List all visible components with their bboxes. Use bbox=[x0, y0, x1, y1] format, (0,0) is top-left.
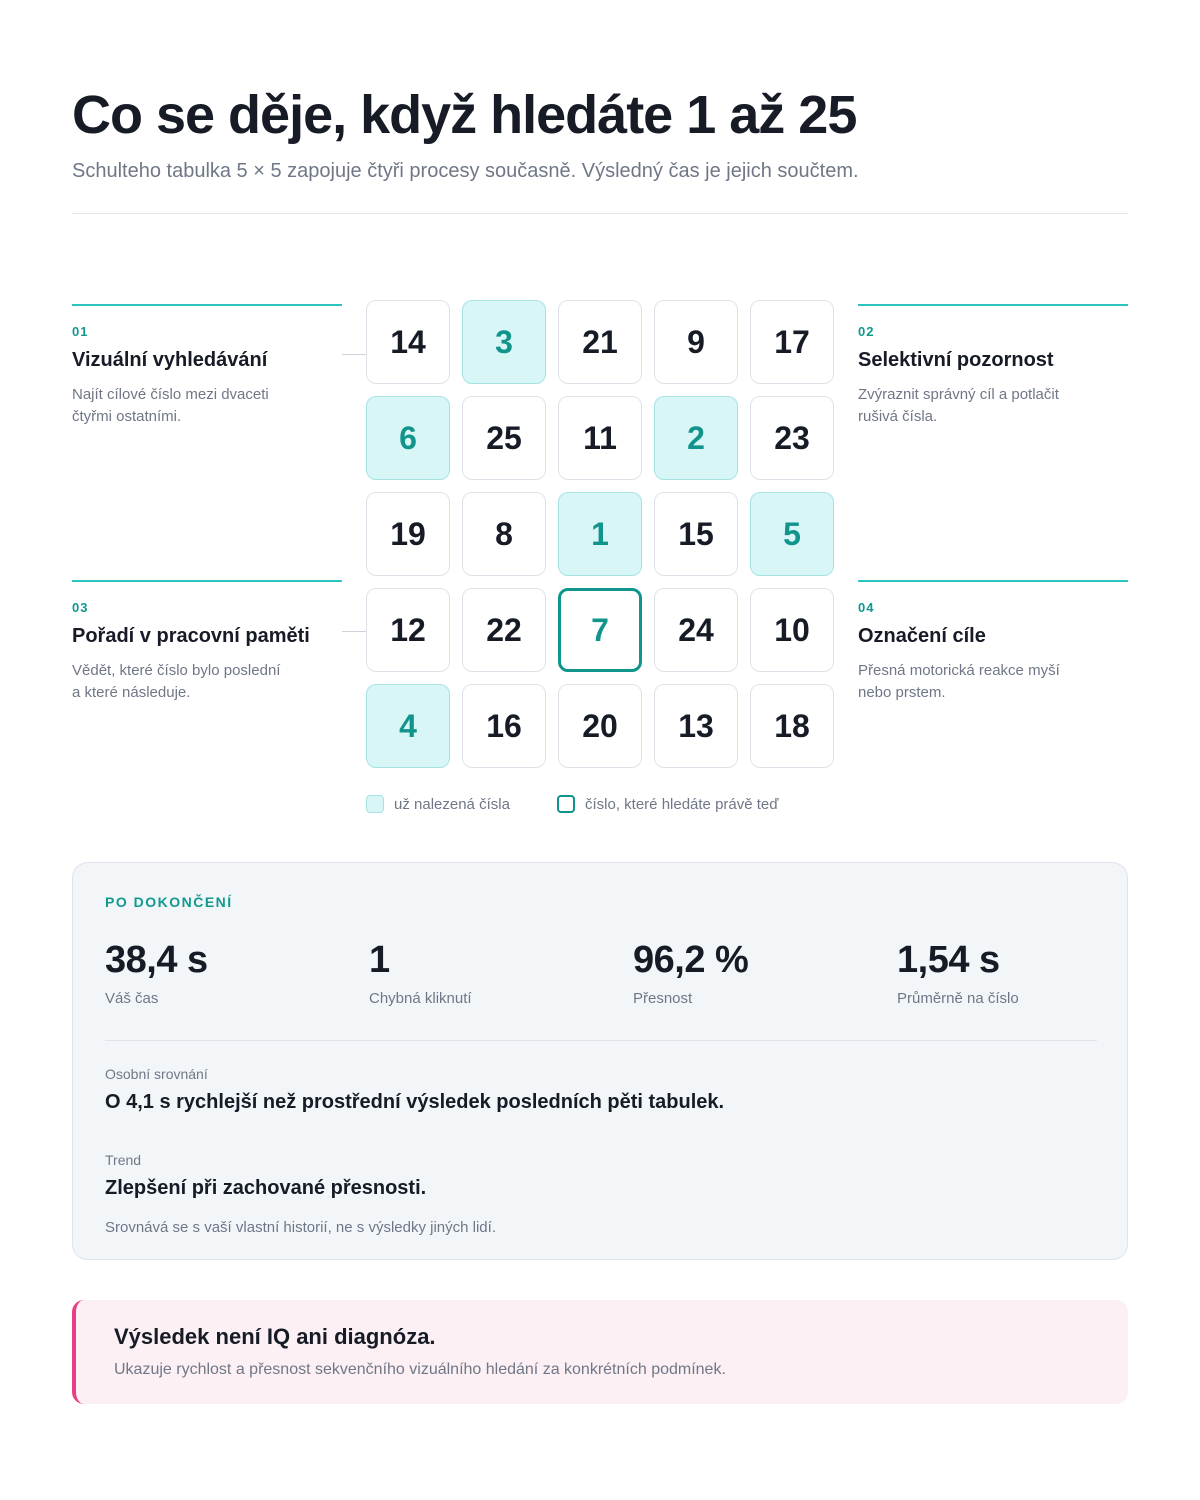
stat-value: 1 bbox=[369, 939, 390, 981]
grid-cell-12[interactable]: 12 bbox=[366, 588, 450, 672]
grid-cell-15[interactable]: 15 bbox=[654, 492, 738, 576]
disclaimer-text: Ukazuje rychlost a přesnost sekvenčního vizuálního hledání za konkrétních podmínek. bbox=[114, 1361, 726, 1378]
stat-label: Váš čas bbox=[105, 990, 159, 1007]
grid-cell-19[interactable]: 19 bbox=[366, 492, 450, 576]
grid-cell-25[interactable]: 25 bbox=[462, 396, 546, 480]
schulte-grid bbox=[366, 300, 836, 770]
stat-label: Chybná kliknutí bbox=[369, 990, 472, 1007]
process-number: 03 bbox=[72, 600, 89, 615]
process-rule bbox=[72, 580, 342, 582]
trend-text: Zlepšení při zachované přesnosti. bbox=[105, 1177, 427, 1199]
trend-label: Trend bbox=[105, 1152, 142, 1168]
process-rule bbox=[858, 304, 1128, 306]
grid-cell-24[interactable]: 24 bbox=[654, 588, 738, 672]
process-name: Označení cíle bbox=[858, 625, 986, 647]
grid-cell-7[interactable]: 7 bbox=[558, 588, 642, 672]
process-number: 04 bbox=[858, 600, 875, 615]
page-title: Co se děje, když hledáte 1 až 25 bbox=[72, 85, 857, 145]
stat-accuracy bbox=[633, 939, 748, 1007]
stat-average bbox=[897, 939, 1019, 1007]
grid-cell-8[interactable]: 8 bbox=[462, 492, 546, 576]
grid-cell-6[interactable]: 6 bbox=[366, 396, 450, 480]
process-rule bbox=[72, 304, 342, 306]
stat-errors bbox=[369, 939, 472, 1007]
grid-cell-23[interactable]: 23 bbox=[750, 396, 834, 480]
results-divider bbox=[105, 1040, 1097, 1041]
process-number: 02 bbox=[858, 324, 875, 339]
stat-value: 1,54 s bbox=[897, 939, 1000, 981]
grid-cell-1[interactable]: 1 bbox=[558, 492, 642, 576]
grid-cell-22[interactable]: 22 bbox=[462, 588, 546, 672]
process-number: 01 bbox=[72, 324, 89, 339]
page-subtitle: Schulteho tabulka 5 × 5 zapojuje čtyři procesy současně. Výsledný čas je jejich součtem. bbox=[72, 160, 859, 182]
grid-cell-4[interactable]: 4 bbox=[366, 684, 450, 768]
legend-found-label: už nalezená čísla bbox=[394, 795, 510, 813]
grid-cell-9[interactable]: 9 bbox=[654, 300, 738, 384]
process-description: Najít cílové číslo mezi dvaceti čtyřmi ostatními. bbox=[72, 386, 269, 425]
grid-cell-16[interactable]: 16 bbox=[462, 684, 546, 768]
results-panel bbox=[72, 862, 1128, 1260]
grid-cell-17[interactable]: 17 bbox=[750, 300, 834, 384]
grid-cell-21[interactable]: 21 bbox=[558, 300, 642, 384]
results-title: PO DOKONČENÍ bbox=[105, 894, 233, 910]
stat-time bbox=[105, 939, 208, 1007]
legend-current-label: číslo, které hledáte právě teď bbox=[585, 795, 779, 813]
disclaimer-callout bbox=[72, 1300, 1128, 1404]
legend-found bbox=[366, 795, 510, 813]
process-rule bbox=[858, 580, 1128, 582]
grid-cell-2[interactable]: 2 bbox=[654, 396, 738, 480]
header-divider bbox=[72, 213, 1128, 214]
process-selective-attention bbox=[858, 304, 1128, 428]
comparison-note: Srovnává se s vaší vlastní historií, ne s výsledky jiných lidí. bbox=[105, 1219, 496, 1236]
grid-cell-10[interactable]: 10 bbox=[750, 588, 834, 672]
stat-label: Přesnost bbox=[633, 990, 693, 1007]
comparison-text: O 4,1 s rychlejší než prostřední výsledek posledních pěti tabulek. bbox=[105, 1091, 725, 1113]
grid-cell-13[interactable]: 13 bbox=[654, 684, 738, 768]
stat-value: 38,4 s bbox=[105, 939, 208, 981]
grid-cell-3[interactable]: 3 bbox=[462, 300, 546, 384]
stat-value: 96,2 % bbox=[633, 939, 749, 981]
process-target-marking bbox=[858, 580, 1128, 704]
process-working-memory bbox=[72, 580, 342, 704]
legend-current-swatch bbox=[557, 795, 575, 813]
grid-cell-14[interactable]: 14 bbox=[366, 300, 450, 384]
grid-cell-18[interactable]: 18 bbox=[750, 684, 834, 768]
disclaimer-title: Výsledek není IQ ani diagnóza. bbox=[114, 1324, 436, 1349]
process-name: Selektivní pozornost bbox=[858, 349, 1054, 371]
process-visual-search bbox=[72, 304, 342, 428]
stat-label: Průměrně na číslo bbox=[897, 990, 1019, 1007]
grid-cell-20[interactable]: 20 bbox=[558, 684, 642, 768]
legend-found-swatch bbox=[366, 795, 384, 813]
connector-line bbox=[342, 354, 366, 355]
grid-cell-11[interactable]: 11 bbox=[558, 396, 642, 480]
legend-current bbox=[557, 795, 779, 813]
comparison-label: Osobní srovnání bbox=[105, 1066, 208, 1082]
process-name: Vizuální vyhledávání bbox=[72, 349, 268, 371]
process-description: Vědět, které číslo bylo poslední a které následuje. bbox=[72, 662, 281, 701]
process-name: Pořadí v pracovní paměti bbox=[72, 625, 310, 647]
connector-line bbox=[342, 631, 366, 632]
grid-cell-5[interactable]: 5 bbox=[750, 492, 834, 576]
process-description: Přesná motorická reakce myší nebo prstem. bbox=[858, 662, 1060, 701]
process-description: Zvýraznit správný cíl a potlačit rušivá čísla. bbox=[858, 386, 1059, 425]
